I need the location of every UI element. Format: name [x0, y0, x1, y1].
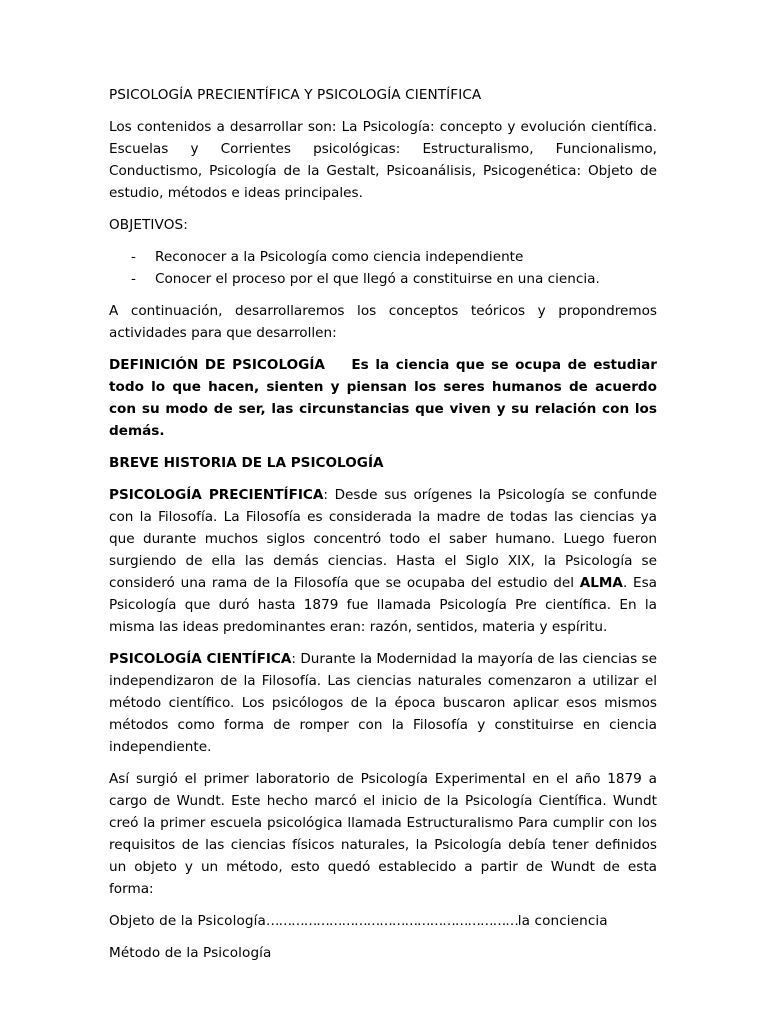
cientifica-paragraph [109, 648, 657, 758]
list-item-text: Reconocer a la Psicología como ciencia independiente [155, 249, 524, 265]
objectives-list [109, 246, 657, 290]
precientifica-text-after: . Esa Psicología que duró hasta 1879 fue llamada Psicología Pre científica. En la misma las ideas predominantes eran: razón, sentidos, materia y espíritu. [109, 575, 657, 635]
cientifica-text: : Durante la Modernidad la mayoría de las ciencias se independizaron de la Filosofía. Las ciencias naturales comenzaron a utilizar el método científico. Los psicólogos de la época buscaron aplicar esos mismos métodos como forma de romper con la Filosofía y constituirse en ciencia independiente. [109, 651, 657, 755]
metodo-line: Método de la Psicología [109, 945, 272, 961]
list-item-text: Conocer el proceso por el que llegó a constituirse en una ciencia. [155, 271, 600, 287]
history-heading: BREVE HISTORIA DE LA PSICOLOGÍA [109, 455, 384, 471]
document-title: PSICOLOGÍA PRECIENTÍFICA Y PSICOLOGÍA CIENTÍFICA [109, 87, 482, 103]
dash-bullet: - [131, 249, 136, 265]
objeto-label: Objeto de la Psicología [109, 913, 266, 929]
precientifica-label: PSICOLOGÍA PRECIENTÍFICA [109, 487, 324, 503]
precientifica-text-before: : Desde sus orígenes la Psicología se confunde con la Filosofía. La Filosofía es considerada la madre de todas las ciencias ya que durante muchos siglos concentró todo el saber humano. Luego fueron surgiendo de ella las demás ciencias. Hasta el Siglo XIX, la Psicología se consideró una rama de la Filosofía que se ocupaba del estudio del [109, 487, 657, 591]
definition-text: Es la ciencia que se ocupa de estudiar todo lo que hacen, sienten y piensan los seres humanos de acuerdo con su modo de ser, las circunstancias que viven y su relación con los demás. [109, 357, 657, 439]
alma-term: ALMA [579, 575, 623, 591]
cientifica-label: PSICOLOGÍA CIENTÍFICA [109, 651, 292, 667]
definition-paragraph [109, 354, 657, 442]
continuation-paragraph: A continuación, desarrollaremos los conceptos teóricos y propondremos actividades para que desarrollen: [109, 303, 657, 341]
objeto-line [109, 910, 657, 932]
list-item [109, 268, 657, 290]
precientifica-paragraph [109, 484, 657, 638]
dash-bullet: - [131, 271, 136, 287]
list-item [109, 246, 657, 268]
definition-label: DEFINICIÓN DE PSICOLOGÍA [109, 357, 325, 373]
objeto-value: la conciencia [517, 913, 608, 929]
intro-paragraph: Los contenidos a desarrollar son: La Psicología: concepto y evolución científica. Escuelas y Corrientes psicológicas: Estructuralismo, Funcionalismo, Conductismo, Psicología de la Gestalt, Psicoanálisis, Psicogenética: Objeto de estudio, métodos e ideas principales. [109, 119, 657, 201]
document-page [109, 84, 657, 974]
dotted-leader: …………………………………………………… [265, 913, 518, 929]
objectives-heading: OBJETIVOS: [109, 217, 188, 233]
wundt-paragraph: Así surgió el primer laboratorio de Psicología Experimental en el año 1879 a cargo de Wundt. Este hecho marcó el inicio de la Psicología Científica. Wundt creó la primer escuela psicológica llamada Estructuralismo Para cumplir con los requisitos de las ciencias físicos naturales, la Psicología debía tener definidos un objeto y un método, esto quedó establecido a partir de Wundt de esta forma: [109, 771, 657, 897]
